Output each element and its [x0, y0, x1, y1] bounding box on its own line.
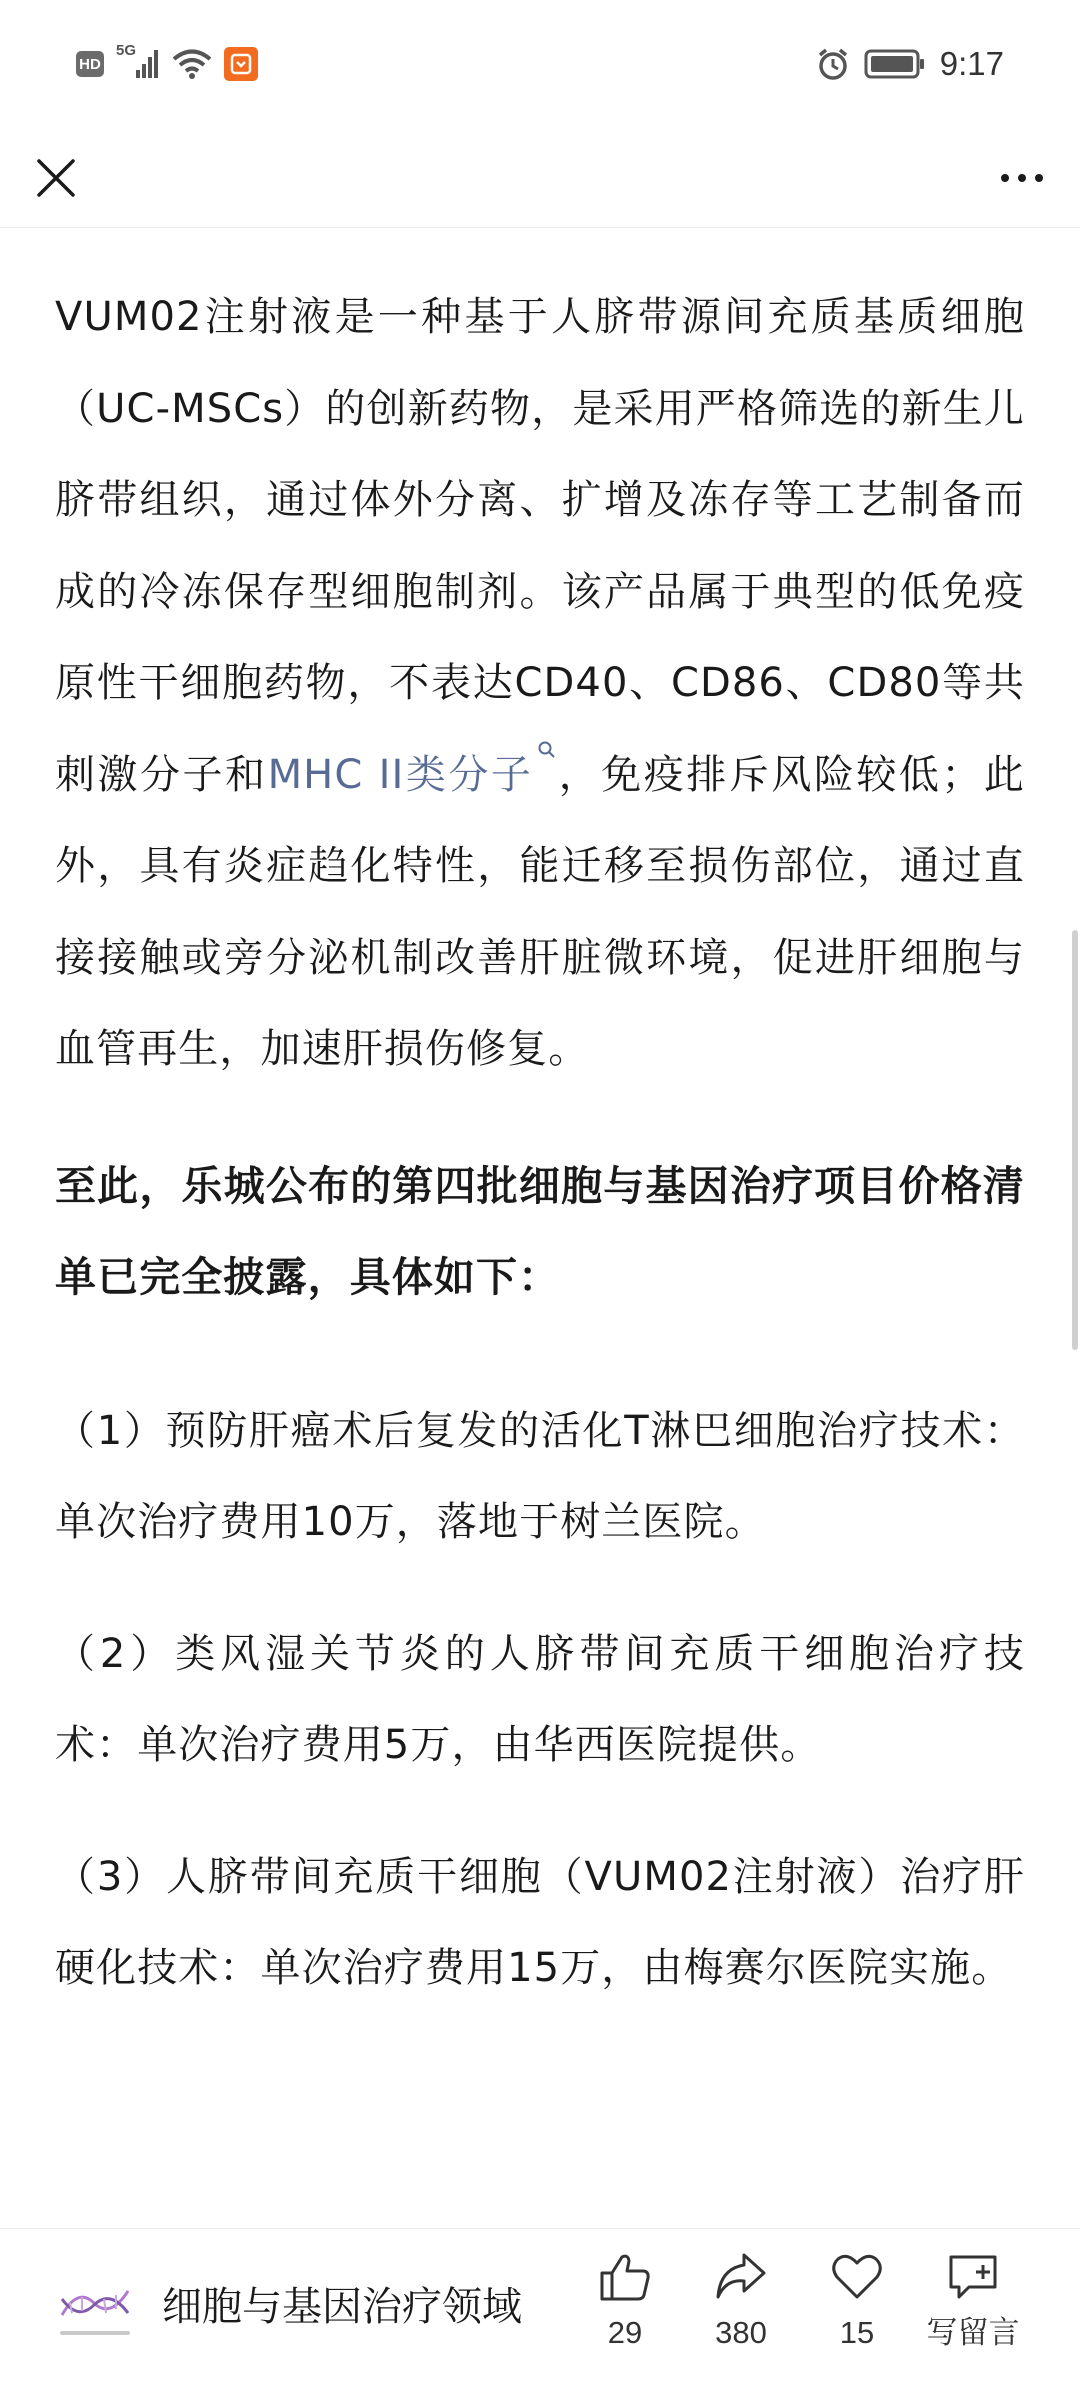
write-comment-button[interactable] [918, 2251, 1028, 2351]
list-item: （1）预防肝癌术后复发的活化T淋巴细胞治疗技术：单次治疗费用10万，落地于树兰医院。 [55, 1407, 1025, 1545]
article-body [55, 272, 1025, 2015]
comment-label: 写留言 [926, 2315, 1020, 2350]
paragraph-text: ，免疫排斥风险较低；此外，具有炎症趋化特性，能迁移至损伤部位，通过直接接触或旁分泌机制改善肝脏微环境，促进肝细胞与血管再生，加速肝损伤修复。 [55, 751, 1025, 1072]
more-dot-icon [1018, 174, 1026, 182]
account-avatar[interactable] [54, 2269, 136, 2351]
clock: 9:17 [939, 45, 1004, 82]
link-text: MHC II类分子 [267, 751, 534, 798]
heart-icon [830, 2251, 884, 2303]
like-button[interactable] [570, 2251, 680, 2351]
mhc-ii-search-link[interactable] [268, 752, 558, 798]
article-paragraph [55, 272, 1025, 1096]
close-button[interactable] [28, 150, 84, 206]
favorite-count: 15 [839, 2315, 875, 2350]
like-count: 29 [607, 2315, 643, 2350]
status-right [816, 44, 1004, 84]
status-left [76, 44, 258, 84]
close-icon [36, 158, 76, 198]
dna-logo-icon [54, 2269, 136, 2351]
share-count: 380 [715, 2315, 767, 2350]
more-dot-icon [1035, 174, 1043, 182]
nav-bar [0, 130, 1080, 228]
comment-add-icon [945, 2251, 1001, 2303]
alarm-icon [816, 47, 850, 81]
paragraph-text: VUM02注射液是一种基于人脐带源间充质基质细胞（UC-MSCs）的创新药物，是采用严格筛选的新生儿脐带组织，通过体外分离、扩增及冻存等工艺制备而成的冷冻保存型细胞制剂。该产品属于典型的低免疫原性干细胞药物，不表达CD40、CD86、CD80等共刺激分子和 [55, 294, 1025, 798]
share-button[interactable] [686, 2251, 796, 2351]
more-options-button[interactable] [992, 150, 1052, 206]
bold-summary: 至此，乐城公布的第四批细胞与基因治疗项目价格清单已完全披露，具体如下： [55, 1161, 1025, 1301]
scrollbar[interactable] [1072, 930, 1078, 1350]
network-type-label: 5G [116, 42, 137, 59]
app-notification-icon [224, 47, 258, 81]
list-item: （3）人脐带间充质干细胞（VUM02注射液）治疗肝硬化技术：单次治疗费用15万，由梅赛尔医院实施。 [55, 1853, 1025, 1991]
hd-icon: HD [76, 51, 104, 77]
battery-icon [864, 48, 926, 80]
more-dot-icon [1001, 174, 1009, 182]
bottom-bar [0, 2228, 1080, 2388]
search-icon [537, 740, 557, 760]
list-item: （2）类风湿关节炎的人脐带间充质干细胞治疗技术：单次治疗费用5万，由华西医院提供。 [55, 1630, 1025, 1768]
account-name[interactable]: 细胞与基因治疗领域 [162, 2284, 522, 2330]
wifi-icon [172, 48, 212, 80]
share-arrow-icon [714, 2251, 768, 2303]
thumbs-up-icon [598, 2251, 652, 2303]
status-bar [0, 0, 1080, 130]
cellular-signal-icon [116, 42, 160, 82]
favorite-button[interactable] [802, 2251, 912, 2351]
